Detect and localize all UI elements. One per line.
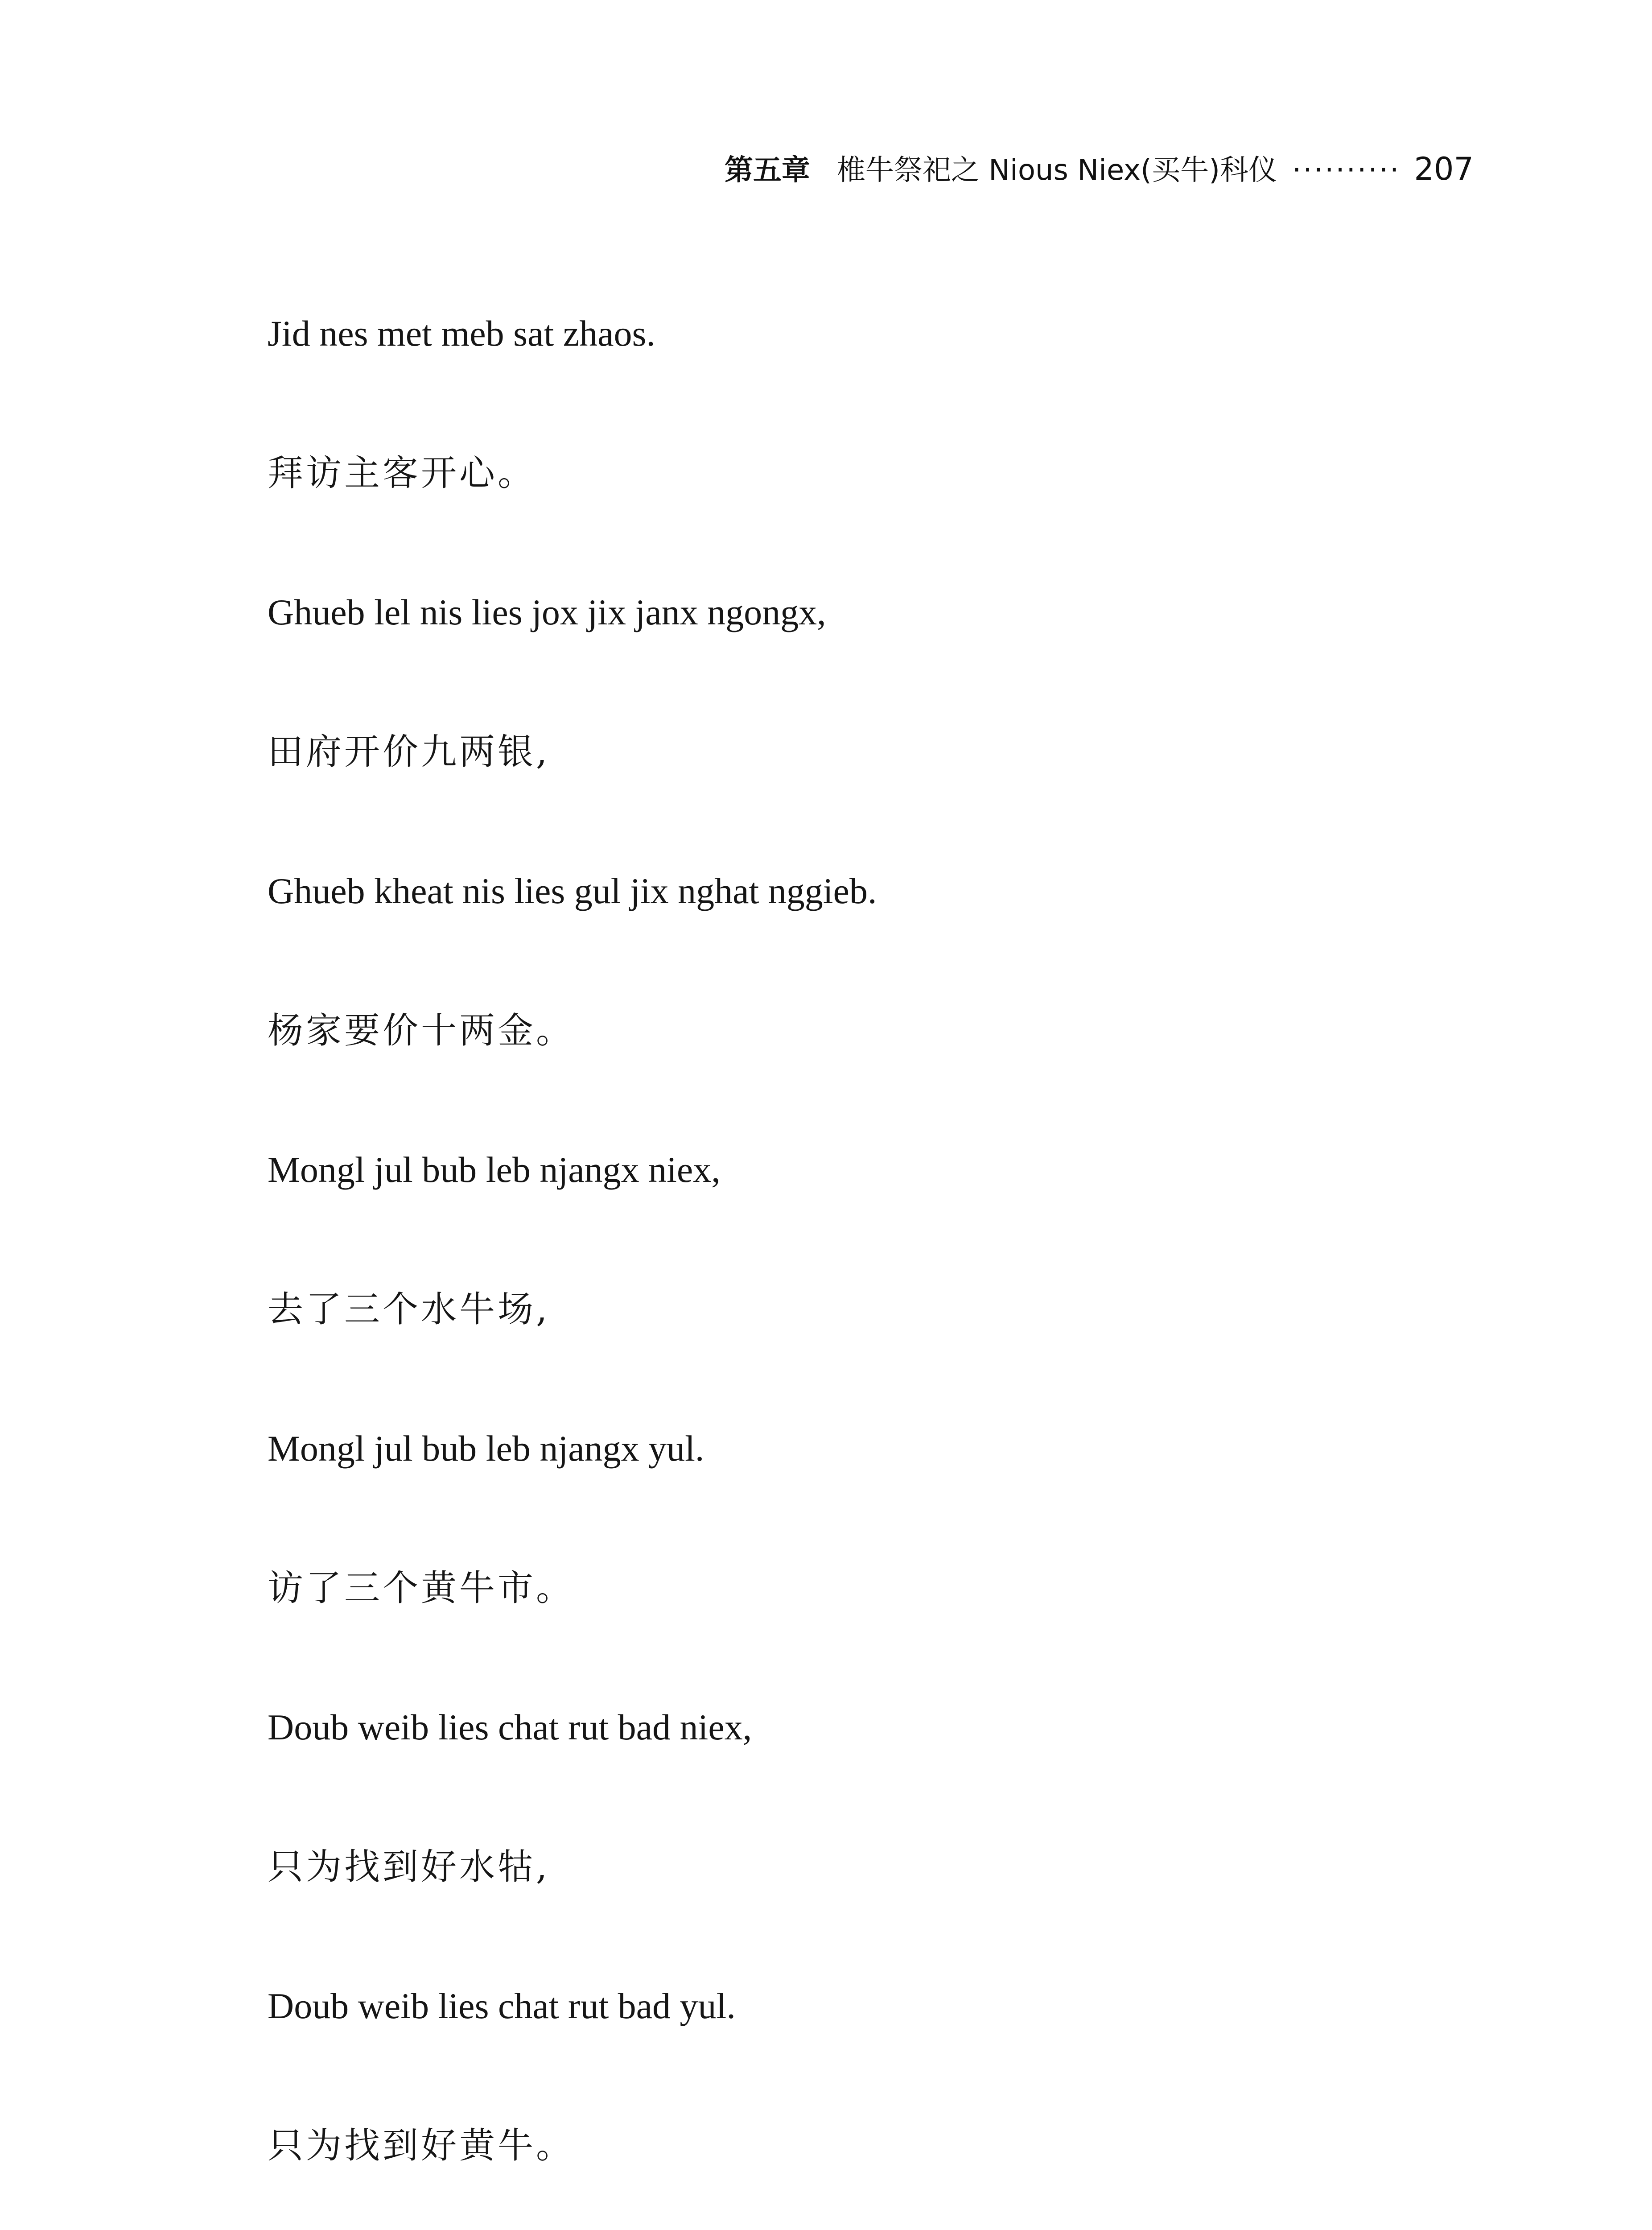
verse-body: [268, 302, 1471, 2230]
chinese-translation-line: 田府开价九两银,: [268, 731, 550, 772]
miao-verse-line: Ghueb lel nis lies jox jix janx ngongx,: [268, 592, 826, 632]
chapter-label: 第五章: [724, 154, 810, 187]
miao-verse-line: Mongl jul bub leb njangx niex,: [268, 1149, 721, 1190]
chinese-translation-line: 去了三个水牛场,: [268, 1288, 550, 1330]
chinese-translation-line: 访了三个黄牛市。: [268, 1567, 574, 1609]
chinese-translation-line: 杨家要价十两金。: [268, 1009, 574, 1051]
chinese-translation-line: 拜访主客开心。: [268, 452, 536, 494]
dot-leader: ··········: [1292, 154, 1401, 187]
miao-verse-line: Mongl jul bub leb njangx yul.: [268, 1428, 704, 1469]
miao-verse-line: Jid nes met meb sat zhaos.: [268, 313, 655, 354]
running-header: [725, 149, 1474, 190]
page-number: 207: [1414, 151, 1474, 187]
chapter-title: 椎牛祭祀之 Nious Niex(买牛)科仪: [836, 154, 1277, 187]
miao-verse-line: Ghueb kheat nis lies gul jix nghat nggieb.: [268, 871, 877, 911]
chinese-translation-line: 只为找到好水牯,: [268, 1846, 550, 1887]
miao-verse-line: Doub weib lies chat rut bad niex,: [268, 1707, 752, 1747]
chinese-translation-line: 只为找到好黄牛。: [268, 2124, 574, 2166]
miao-verse-line: Doub weib lies chat rut bad yul.: [268, 1986, 736, 2026]
